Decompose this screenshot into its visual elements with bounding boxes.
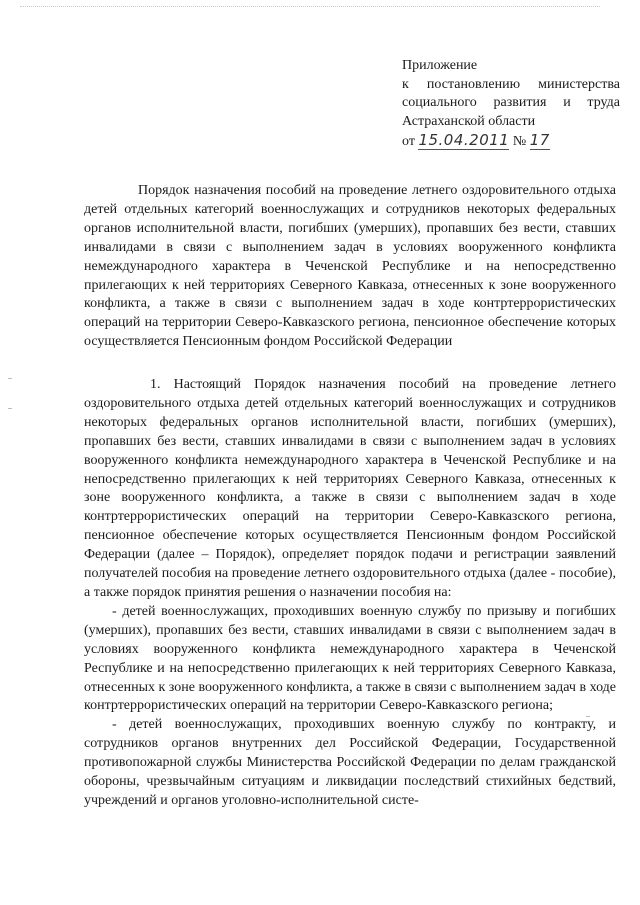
handwritten-number: 17 — [529, 131, 550, 149]
appendix-resolution-line: к постановлению министерства — [402, 76, 620, 92]
appendix-region-line: Астраханской области — [402, 113, 536, 129]
date-prefix: от — [402, 134, 415, 149]
list-item-conscripts: - детей военнослужащих, проходивших военную службу по призыву и погибших (умерших), пропавших без вести, ставших инвалидами в связи с выполнением задач в условиях вооруженного конфликта немеждународного характера в Чеченской Республике и на непосредственно прилегающих к ней территориях Северного Кавказа, отнесенных к зоне вооруженного конфликта, а также в связи с выполнением задач в ходе контртеррористических операций на территории Северо-Кавказского региона; — [84, 603, 616, 714]
scan-artifact-line — [20, 6, 600, 7]
appendix-block — [402, 57, 620, 152]
title-text: Порядок назначения пособий на проведение летнего оздоровительного отдыха детей отдельных категорий военнослужащих и сотрудников некоторых федеральных органов исполнительной власти, погибших (умерших), пропавших без вести, ставших инвалидами в связи с выполнением задач в условиях вооруженного конфликта немеждународного характера в Чеченской Республике и на непосредственно прилегающих к ней территориях Северного Кавказа, отнесенных к зоне вооруженного конфликта, а также в связи с выполнением задач в ходе контртеррористических операций на территории Северо-Кавказского региона, пенсионное обеспечение которых осуществляется Пенсионным фондом Российской Федерации — [84, 183, 616, 350]
list-item-contract: - детей военнослужащих, проходивших военную службу по контракту, и сотрудников органов внутренних дел Российской Федерации, Государственной противопожарной службы Министерства Российской Федерации по делам гражданской обороны, чрезвычайным ситуациям и ликвидации последствий стихийных бедствий, учреждений и органов уголовно-исполнительной систе- — [84, 717, 616, 808]
scan-margin-mark — [586, 716, 590, 717]
document-title — [84, 182, 616, 352]
appendix-heading: Приложение — [402, 58, 478, 73]
document-body — [84, 376, 616, 811]
appendix-ministry-line: социального развития и труда — [402, 95, 620, 110]
handwritten-date: 15.04.2011 — [418, 131, 510, 149]
appendix-date-line — [402, 131, 620, 152]
number-prefix: № — [512, 134, 527, 149]
paragraph-1: 1. Настоящий Порядок назначения пособий на проведение летнего оздоровительного отдыха детей отдельных категорий военнослужащих и сотрудников некоторых федеральных органов исполнительной власти, погибших (умерших), пропавших без вести, ставших инвалидами в связи с выполнением задач в условиях вооруженного конфликта немеждународного характера в Чеченской Республике и на непосредственно прилегающих к ней территориях Северного Кавказа, отнесенных к зоне вооруженного конфликта, а также в связи с выполнением задач в ходе контртеррористических операций на территории Северо-Кавказского региона, пенсионное обеспечение которых осуществляется Пенсионным фондом Российской Федерации (далее – Порядок), определяет порядок подачи и регистрации заявлений получателей пособия на проведение летнего оздоровительного отдыха (далее - пособие), а также порядок принятия решения о назначении пособия на: — [84, 377, 616, 600]
scan-margin-mark — [8, 378, 12, 379]
scan-margin-mark — [8, 408, 12, 409]
